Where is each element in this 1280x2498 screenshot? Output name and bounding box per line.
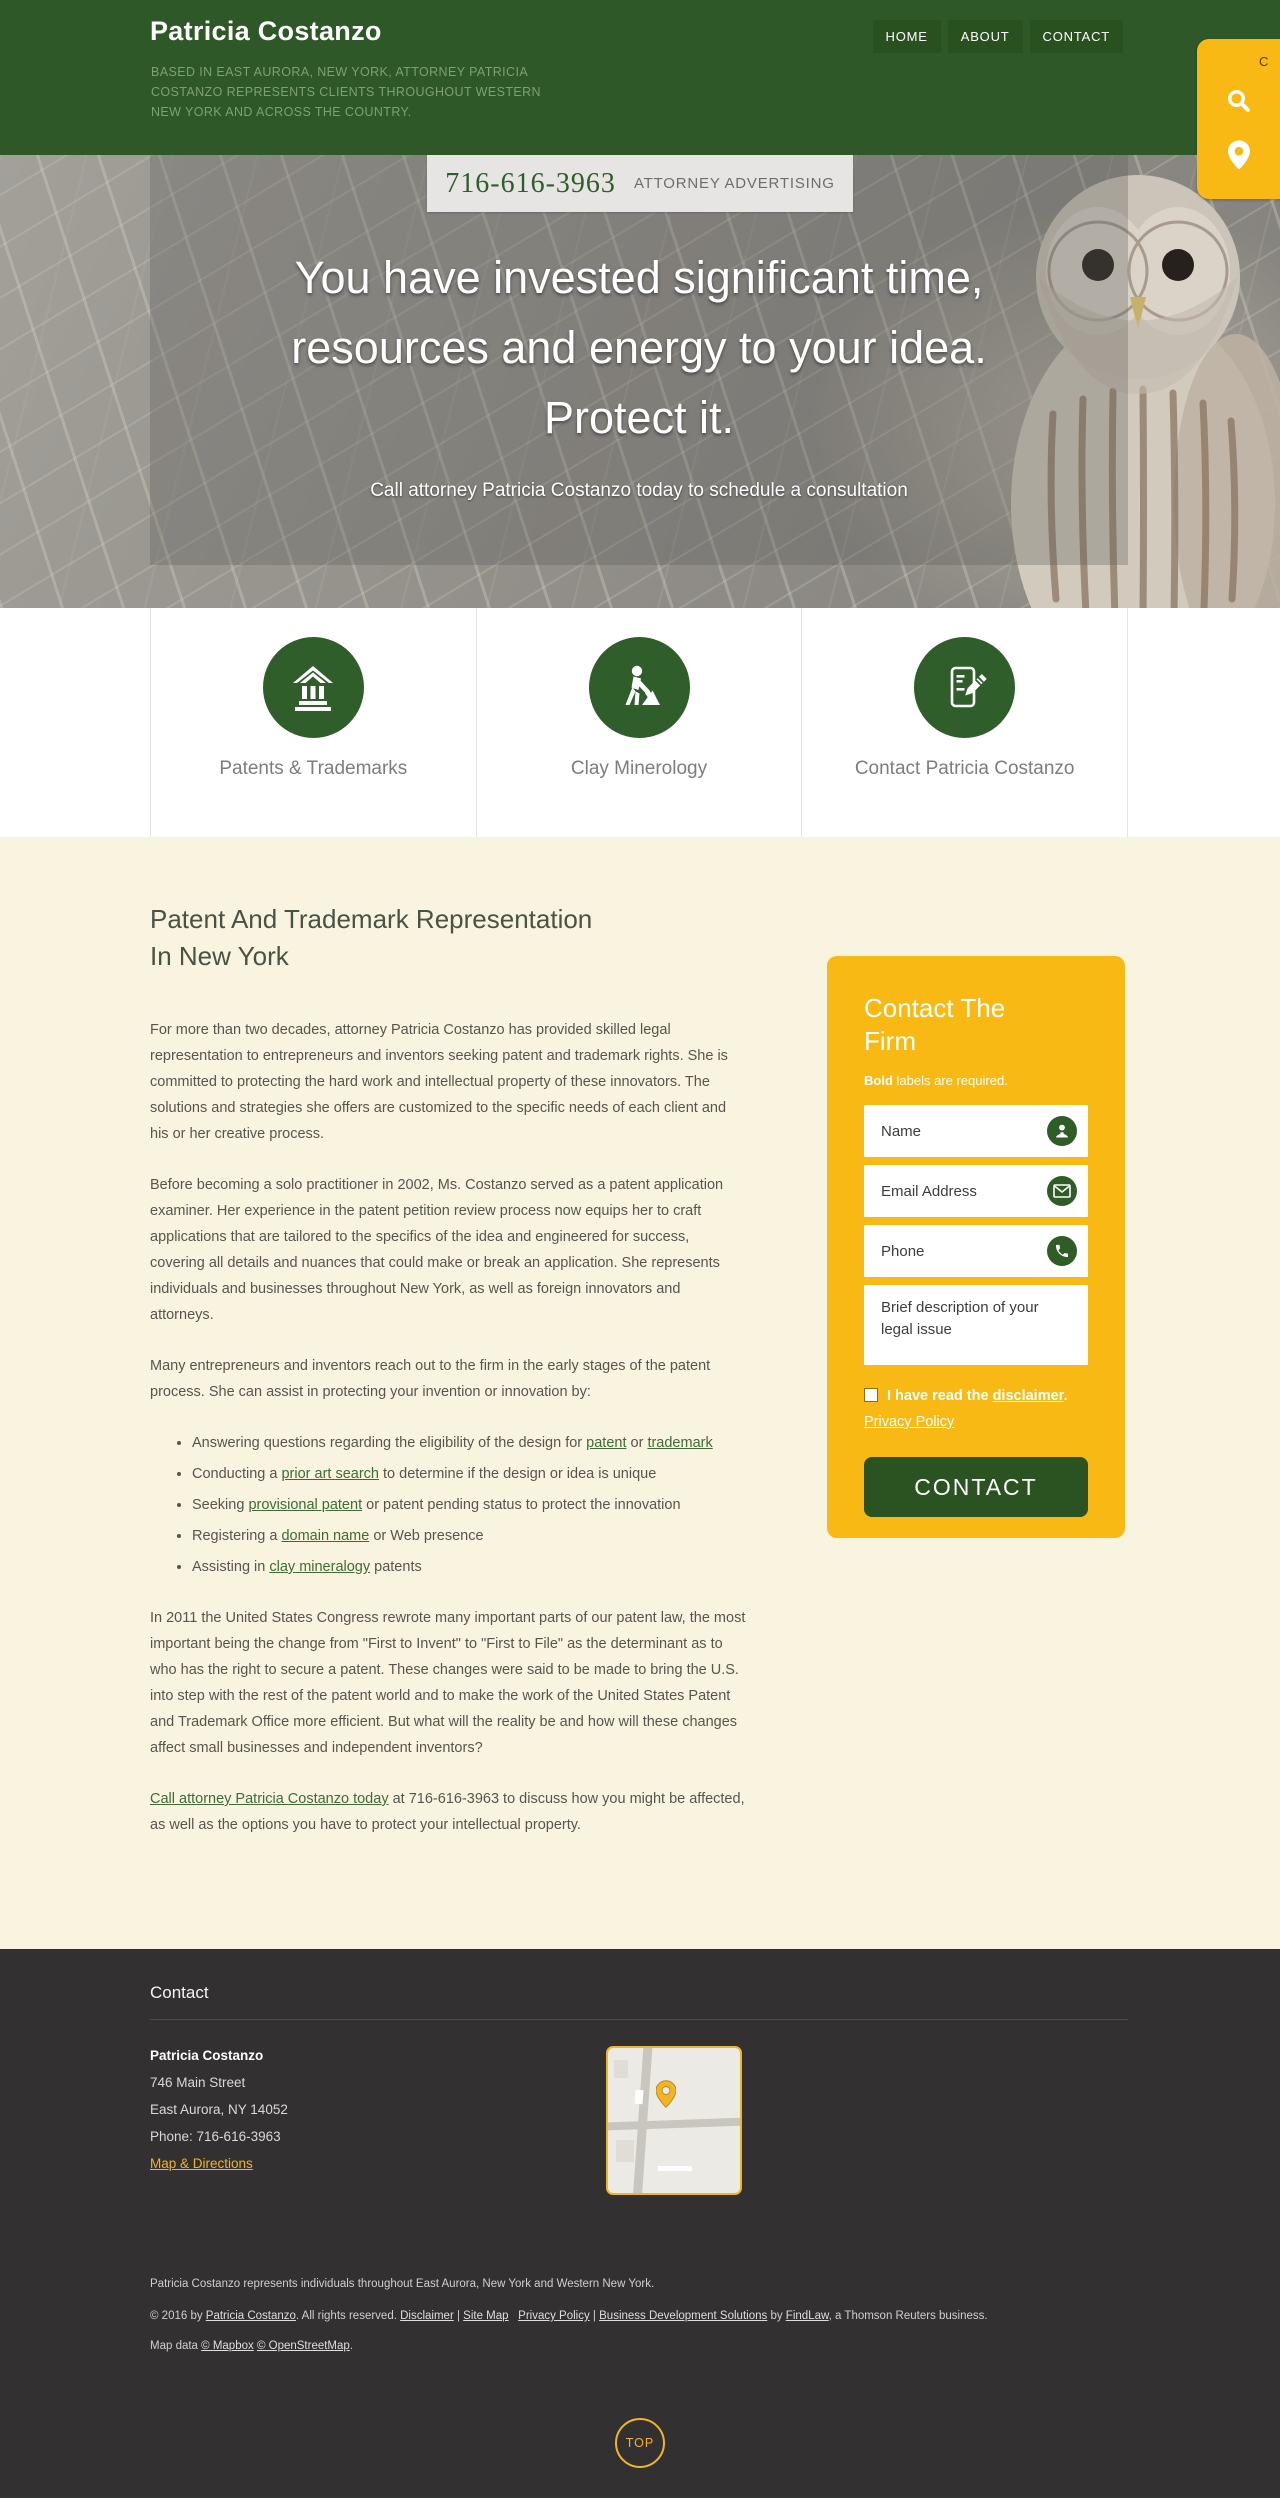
feature-cards-section [0,608,1280,837]
user-icon [1047,1116,1077,1146]
paragraph: For more than two decades, attorney Patricia Costanzo has provided skilled legal representation to entrepreneurs and inventors seeking patent and trademark rights. She is committed to protecting the hard work and intellectual property of these innovators. The solutions and strategies she offers are customized to the specific needs of each client and his or her creative process. [150,1022,728,1142]
envelope-icon [1047,1176,1077,1206]
nav-item-home[interactable]: HOME [873,20,941,53]
attorney-advertising-label: ATTORNEY ADVERTISING [633,175,835,192]
floating-action-panel [1197,39,1280,199]
list-item: • Answering questions regarding the eligibility of the design for patent or trademark [192,1430,746,1456]
disclaimer-row: I have read the disclaimer. Privacy Policy [864,1385,1088,1433]
main-content-section [0,837,1280,1949]
address-line: East Aurora, NY 14052 [150,2102,288,2117]
map-pin-icon [656,2080,676,2113]
map-road-marking [635,2090,644,2105]
cta-paragraph: Call attorney Patricia Costanzo today at 716-616-3963 to discuss how you might be affected, as well as the options you have to protect your intellectual property. [150,1791,745,1833]
hero-subheadline: Call attorney Patricia Costanzo today to schedule a consultation [370,480,908,501]
footer-phone: Phone: 716-616-3963 [150,2129,281,2144]
copyright-line: © 2016 by Patricia Costanzo. All rights reserved. Disclaimer | Site Map Privacy Policy | Business Development Solutions by FindLaw, a Thomson Reuters business. [150,2310,988,2322]
page-title: Patent And Trademark Representation In New York [150,904,593,971]
jurisdiction-statement: Patricia Costanzo represents individuals throughout East Aurora, New York and Western New York. [150,2278,655,2290]
mapbox-link[interactable]: © Mapbox [201,2340,254,2352]
search-button[interactable] [1223,86,1255,118]
disclaimer-checkbox[interactable] [864,1388,878,1402]
disclaimer-footer-link[interactable]: Disclaimer [400,2310,454,2322]
hero-headline: You have invested significant time, resources and energy to your idea. Protect it. [291,252,987,443]
clay-mineralogy-link[interactable]: clay mineralogy [269,1559,371,1575]
list-item: • Registering a domain name or Web presence [192,1523,746,1549]
card-clay-minerology[interactable] [477,608,803,837]
legal-issue-textarea[interactable] [864,1285,1088,1365]
contact-form-card [827,956,1125,1538]
phone-number[interactable]: 716-616-3963 [445,167,616,199]
map-block [616,2140,634,2162]
map-attribution-line: Map data © Mapbox © OpenStreetMap. [150,2340,354,2352]
site-title[interactable]: Patricia Costanzo [150,16,382,46]
digging-person-icon [589,637,690,738]
hero-section [0,155,1280,608]
site-map-link[interactable]: Site Map [463,2310,509,2322]
privacy-policy-link[interactable]: Privacy Policy [864,1414,955,1430]
firm-name: Patricia Costanzo [150,2048,264,2063]
domain-name-link[interactable]: domain name [281,1528,370,1544]
findlaw-link[interactable]: FindLaw [785,2310,829,2322]
map-block [614,2060,628,2078]
nav-item-contact[interactable]: CONTACT [1030,20,1123,53]
card-label: Contact Patricia Costanzo [854,758,1075,779]
nav-item-about[interactable]: ABOUT [948,20,1023,53]
paragraph: Before becoming a solo practitioner in 2002, Ms. Costanzo served as a patent application examiner. Her experience in the patent petition review process now equips her to craft applications that are tailored to the specifics of the idea and engineered for success, covering all details and nuances that could make or break an application. She represents individuals and businesses throughout New York, as well as foreign innovators and attorneys. [150,1177,724,1323]
card-contact[interactable] [802,608,1128,837]
footer-heading: Contact [150,1983,209,2002]
card-label: Clay Minerology [570,758,708,779]
map-road [606,2117,742,2130]
phone-icon [1047,1236,1077,1266]
search-icon [1226,88,1252,117]
map-directions-link[interactable]: Map & Directions [150,2156,253,2171]
business-development-solutions-link[interactable]: Business Development Solutions [599,2310,768,2322]
location-pin-icon [1228,140,1250,173]
contact-submit-button[interactable]: CONTACT [864,1457,1088,1517]
list-item: • Seeking provisional patent or patent pending status to protect the innovation [192,1492,746,1518]
legal-text [150,2269,988,2361]
paragraph: Many entrepreneurs and inventors reach out to the firm in the early stages of the patent process. She can assist in protecting your invention or innovation by: [150,1358,711,1400]
address-line: 746 Main Street [150,2075,246,2090]
list-item: • Conducting a prior art search to determine if the design or idea is unique [192,1461,746,1487]
footer [0,1949,1280,2498]
footer-divider [150,2019,1128,2020]
services-list [150,1430,746,1580]
form-title: Contact The Firm [864,993,1006,1056]
list-item: • Assisting in clay mineralogy patents [192,1554,746,1580]
site-tagline: BASED IN EAST AURORA, NEW YORK, ATTORNEY PATRICIA COSTANZO REPRESENTS CLIENTS THROUGHOUT WESTERN NEW YORK AND ACROSS THE COUNTRY. [151,65,541,119]
required-note: Bold labels are required. [864,1073,1008,1088]
bank-icon [263,637,364,738]
call-attorney-link[interactable]: Call attorney Patricia Costanzo today [150,1791,389,1807]
provisional-patent-link[interactable]: provisional patent [248,1497,363,1513]
article-body [150,1017,746,1863]
firm-link[interactable]: Patricia Costanzo [205,2310,296,2322]
site-header [0,0,1280,155]
paragraph: In 2011 the United States Congress rewrote many important parts of our patent law, the most important being the change from "First to Invent" to "First to File" as the determinant as to who has the right to secure a patent. These changes were said to be made to bring the U.S. into step with the rest of the patent world and to make the work of the United States Patent and Trademark Office more efficient. But what will the reality be and how will these changes affect small businesses and independent inventors? [150,1610,746,1756]
privacy-policy-footer-link[interactable]: Privacy Policy [518,2310,590,2322]
prior-art-search-link[interactable]: prior art search [281,1466,379,1482]
patent-link[interactable]: patent [586,1435,627,1451]
location-button[interactable] [1223,140,1255,172]
card-patents-trademarks[interactable] [151,608,477,837]
panel-label: C [1259,54,1269,69]
main-nav [873,20,1123,53]
map-road [658,2166,692,2171]
phone-strip [427,155,853,212]
map-thumbnail[interactable] [606,2046,742,2195]
document-pencil-icon [914,637,1015,738]
trademark-link[interactable]: trademark [647,1435,713,1451]
card-label: Patents & Trademarks [219,758,408,779]
disclaimer-link[interactable]: disclaimer [992,1388,1064,1404]
openstreetmap-link[interactable]: © OpenStreetMap [256,2340,350,2352]
address-block [150,2042,288,2177]
back-to-top-button[interactable]: TOP [615,2418,665,2468]
